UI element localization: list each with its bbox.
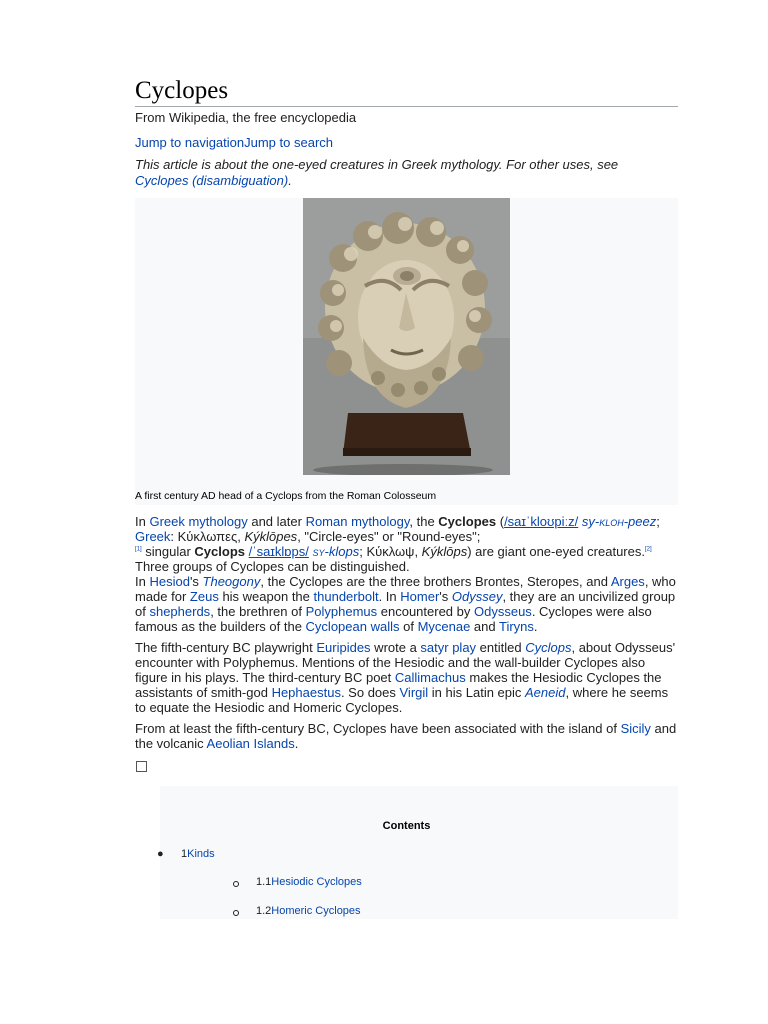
toc-number: 1.1 [256, 876, 272, 888]
link-tiryns[interactable]: Tiryns [499, 619, 534, 634]
toc-number: 1.2 [256, 905, 272, 917]
link-shepherds[interactable]: shepherds [149, 604, 211, 619]
link-respelling-plural[interactable] [582, 514, 656, 529]
text: and later [247, 514, 306, 529]
respelling-stress: kloh [599, 514, 624, 529]
link-cyclopean-walls[interactable]: Cyclopean walls [305, 619, 400, 634]
lead-paragraph [135, 514, 678, 574]
text: 's [189, 574, 203, 589]
text: ( [496, 514, 505, 529]
link-sicily[interactable]: Sicily [620, 721, 651, 736]
text: , about Odysseus' encounter with Polyphemus. Mentions of the Hesiodic and the wall-builder Cyclopes also figure in his plays. The third-century BC poet [135, 640, 676, 685]
toc-bullet-disc: ● [157, 848, 164, 860]
text: From at least the fifth-century BC, Cyclopes have been associated with the island of [135, 721, 621, 736]
toc-item-kinds[interactable] [181, 848, 215, 861]
text: , the [409, 514, 439, 529]
text: Three groups of Cyclopes can be distinguished. [135, 559, 410, 574]
toc-number: 1 [181, 848, 188, 860]
link-virgil[interactable]: Virgil [399, 685, 429, 700]
text: ; [656, 514, 660, 529]
text: , who made for [135, 574, 676, 604]
text: ; Κύκλωψ, [359, 544, 422, 559]
text: . Cyclopes were also famous as the builders of the [135, 604, 652, 634]
article [135, 78, 678, 772]
hatnote [135, 157, 635, 189]
text: . In [378, 589, 401, 604]
jump-to-search-link[interactable]: Jump to search [244, 135, 333, 150]
text: singular [141, 544, 195, 559]
link-ipa-singular[interactable]: /ˈsaɪklɒps/ [248, 544, 309, 559]
hatnote-end: . [288, 173, 292, 188]
hatnote-text: This article is about the one-eyed creatures in Greek mythology. For other uses, see [135, 157, 619, 172]
link-theogony[interactable]: Theogony [202, 574, 261, 589]
respelling-part: -klops [324, 544, 360, 559]
text: of [399, 619, 418, 634]
link-homer[interactable]: Homer [400, 589, 440, 604]
text: entitled [476, 640, 526, 655]
citation-1[interactable]: [1] [135, 546, 142, 553]
link-aeneid[interactable]: Aeneid [525, 685, 566, 700]
text: . [533, 619, 538, 634]
toc-indent-gap [135, 832, 160, 919]
bold-term: Cyclopes [438, 514, 497, 529]
text: , "Circle-eyes" or "Round-eyes"; [297, 529, 481, 544]
text: , the brethren of [210, 604, 306, 619]
text: . [294, 736, 299, 751]
toc-title: Contents [382, 820, 431, 832]
link-greek-language[interactable]: Greek [135, 529, 171, 544]
text: encountered by [377, 604, 474, 619]
toc-link-homeric-cyclopes[interactable]: Homeric Cyclopes [271, 905, 361, 917]
link-polyphemus[interactable]: Polyphemus [305, 604, 378, 619]
link-aeolian-islands[interactable]: Aeolian Islands [206, 736, 295, 751]
bold-term: Cyclops [194, 544, 245, 559]
link-callimachus[interactable]: Callimachus [394, 670, 466, 685]
text: . So does [340, 685, 400, 700]
cyclops-head-illustration [303, 198, 510, 475]
paragraph-sicily [135, 721, 678, 751]
disambiguation-link[interactable]: Cyclopes (disambiguation) [135, 173, 289, 188]
text: and the volcanic [135, 721, 677, 751]
image-caption: A first century AD head of a Cyclops from the Roman Colosseum [135, 490, 437, 502]
cyclops-head-image[interactable] [303, 198, 510, 475]
toc-link-hesiodic-cyclopes[interactable]: Hesiodic Cyclopes [271, 876, 362, 888]
link-thunderbolt[interactable]: thunderbolt [313, 589, 379, 604]
toc-bullet-circle [233, 881, 239, 887]
text: In [135, 514, 150, 529]
respelling-part: sy- [581, 514, 600, 529]
text: his weapon the [218, 589, 314, 604]
link-hephaestus[interactable]: Hephaestus [271, 685, 341, 700]
link-euripides[interactable]: Euripides [316, 640, 371, 655]
toc-link-kinds[interactable]: Kinds [187, 848, 215, 860]
jump-to-navigation-link[interactable]: Jump to navigation [135, 135, 245, 150]
page-title: Cyclopes [135, 78, 678, 107]
toc-item-hesiodic-cyclopes[interactable] [256, 876, 362, 889]
site-tagline: From Wikipedia, the free encyclopedia [135, 110, 357, 125]
toc-bullet-circle [233, 910, 239, 916]
link-ipa-plural[interactable]: /saɪˈkloʊpiːz/ [504, 514, 579, 529]
citation-2[interactable]: [2] [644, 546, 652, 553]
infobox [135, 198, 678, 505]
text: and [470, 619, 499, 634]
jump-links [135, 135, 678, 151]
text: , they are an uncivilized group of [135, 589, 676, 619]
italic-term: Kýklōps [421, 544, 468, 559]
link-respelling-singular[interactable] [313, 544, 360, 559]
text: 's [439, 589, 452, 604]
respelling-part: -peez [623, 514, 657, 529]
text: makes the Hesiodic Cyclopes the assistants of smith-god [135, 670, 662, 700]
text: ) are giant one-eyed creatures. [467, 544, 645, 559]
toc-item-homeric-cyclopes[interactable] [256, 905, 361, 918]
table-of-contents [160, 786, 678, 919]
respelling-stress: sy [312, 544, 325, 559]
text: The fifth-century BC playwright [135, 640, 317, 655]
paragraph-hesiod-homer [135, 574, 678, 634]
toc-toggle-checkbox[interactable] [136, 761, 147, 772]
link-satyr-play[interactable]: satyr play [420, 640, 477, 655]
link-mycenae[interactable]: Mycenae [417, 619, 471, 634]
link-zeus[interactable]: Zeus [189, 589, 219, 604]
paragraph-euripides [135, 640, 678, 715]
text: wrote a [370, 640, 421, 655]
link-roman-mythology[interactable]: Roman mythology [305, 514, 410, 529]
text: , the Cyclopes are the three brothers Brontes, Steropes, and [260, 574, 611, 589]
text: in his Latin epic [428, 685, 526, 700]
text: , where he seems to equate the Hesiodic and Homeric Cyclopes. [135, 685, 669, 715]
link-odyssey[interactable]: Odyssey [451, 589, 503, 604]
link-hesiod[interactable]: Hesiod [149, 574, 190, 589]
link-arges[interactable]: Arges [610, 574, 645, 589]
italic-term: Kýklōpes [244, 529, 298, 544]
link-cyclops-play[interactable]: Cyclops [525, 640, 572, 655]
link-odysseus[interactable]: Odysseus [474, 604, 532, 619]
link-greek-mythology[interactable]: Greek mythology [149, 514, 248, 529]
text: : Κύκλωπες, [170, 529, 245, 544]
text: In [135, 574, 150, 589]
